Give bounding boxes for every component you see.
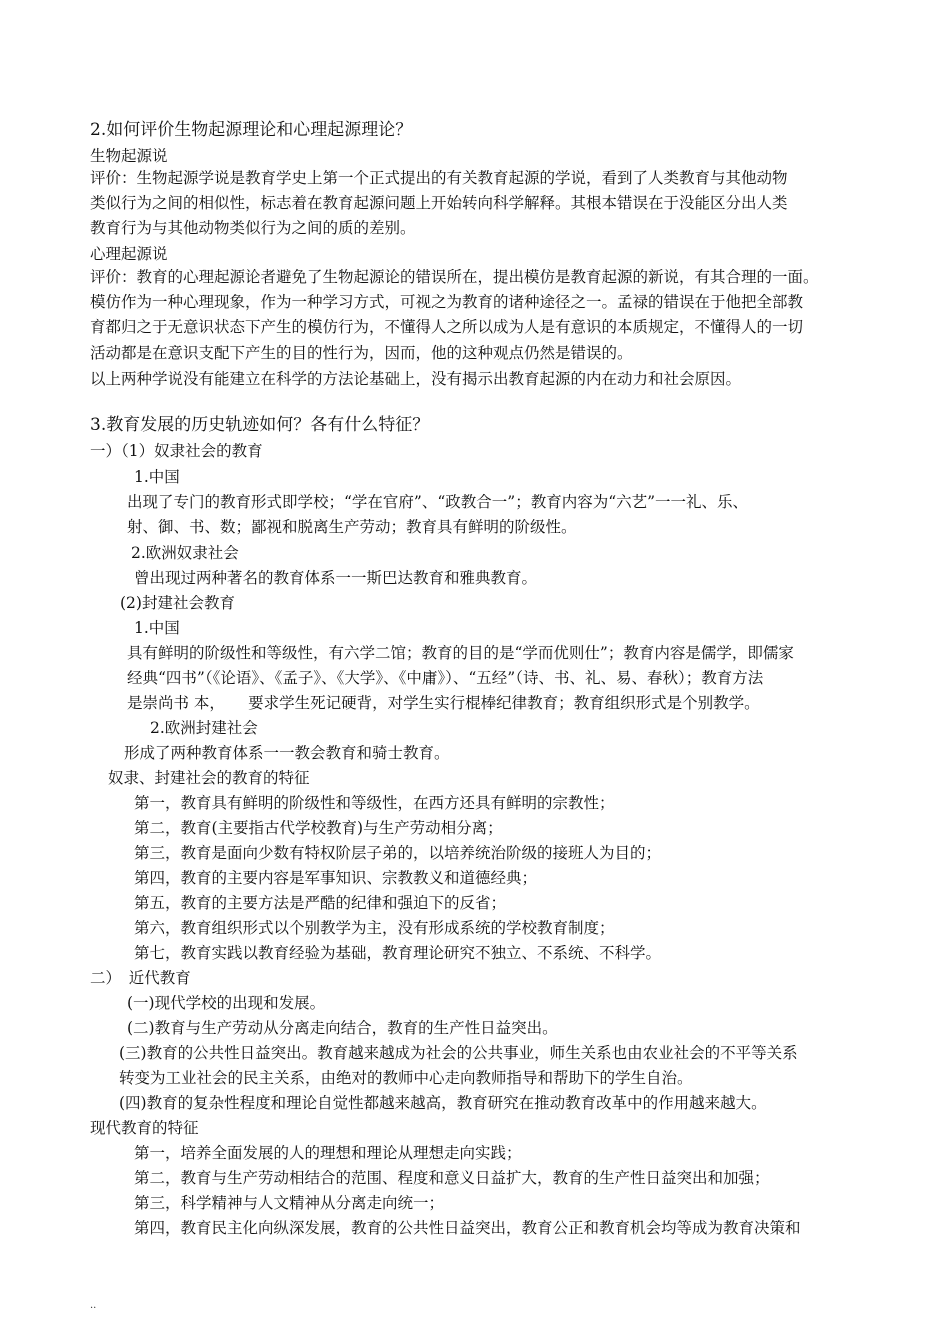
text-line: 奴隶、封建社会的教育的特征	[108, 769, 310, 787]
text-line: 现代教育的特征	[90, 1119, 199, 1137]
text-line: 第二，教育与生产劳动相结合的范围、程度和意义日益扩大，教育的生产性日益突出和加强；	[134, 1169, 770, 1187]
text-line: 第七，教育实践以教育经验为基础，教育理论研究不独立、不系统、不科学。	[134, 944, 662, 962]
text-line: (二)教育与生产劳动从分离走向结合，教育的生产性日益突出。	[127, 1019, 558, 1037]
text-line: 第五，教育的主要方法是严酷的纪律和强迫下的反省；	[134, 894, 507, 912]
text-line: 第四，教育的主要内容是军事知识、宗教教义和道德经典；	[134, 869, 538, 887]
text-line: 第六，教育组织形式以个别教学为主，没有形成系统的学校教育制度；	[134, 919, 615, 937]
page-footer-mark: ..	[90, 1300, 97, 1311]
text-line: 2.欧洲封建社会	[150, 719, 258, 737]
text-line: 经典“四书”（《论语》、《孟子》、《大学》、《中庸》）、“五经”（诗、书、礼、易、春秋）；教育方法	[127, 669, 764, 687]
text-line: 第三，科学精神与人文精神从分离走向统一；	[134, 1194, 445, 1212]
text-line: 二） 近代教育	[90, 969, 191, 987]
text-line: (2)封建社会教育	[120, 594, 235, 612]
text-line: (一)现代学校的出现和发展。	[127, 994, 326, 1012]
text-line: 第一，培养全面发展的人的理想和理论从理想走向实践；	[134, 1144, 522, 1162]
text-line: 射、御、书、数；鄙视和脱离生产劳动；教育具有鲜明的阶级性。	[127, 518, 577, 536]
text-line: 第一，教育具有鲜明的阶级性和等级性，在西方还具有鲜明的宗教性；	[134, 794, 615, 812]
text-line: 第三，教育是面向少数有特权阶层子弟的，以培养统治阶级的接班人为目的；	[134, 844, 662, 862]
text-line: 1.中国	[134, 619, 180, 637]
text-line: 是崇尚书 本， 要求学生死记硬背，对学生实行棍棒纪律教育；教育组织形式是个别教学。	[127, 694, 760, 712]
text-line: 具有鲜明的阶级性和等级性，有六学二馆；教育的目的是“学而优则仕”；教育内容是儒学，即儒家	[127, 644, 794, 662]
section-heading: 2.如何评价生物起源理论和心理起源理论？	[90, 120, 413, 140]
text-line: 出现了专门的教育形式即学校；“学在官府”、“政教合一”；教育内容为“六艺”一一礼、乐、	[127, 493, 749, 511]
text-line: 评价：生物起源学说是教育学史上第一个正式提出的有关教育起源的学说，看到了人类教育与其他动物	[90, 169, 788, 187]
text-line: 转变为工业社会的民主关系，由绝对的教师中心走向教师指导和帮助下的学生自治。	[119, 1069, 693, 1087]
text-line: 形成了两种教育体系一一教会教育和骑士教育。	[124, 744, 450, 762]
text-line: 教育行为与其他动物类似行为之间的质的差别。	[90, 219, 416, 237]
text-line: 曾出现过两种著名的教育体系一一斯巴达教育和雅典教育。	[134, 569, 538, 587]
text-line: (三)教育的公共性日益突出。教育越来越成为社会的公共事业，师生关系也由农业社会的不平等关系	[119, 1044, 798, 1062]
text-line: 以上两种学说没有能建立在科学的方法论基础上，没有揭示出教育起源的内在动力和社会原因。	[90, 370, 742, 388]
text-line: 类似行为之间的相似性，标志着在教育起源问题上开始转向科学解释。其根本错误在于没能区分出人类	[90, 194, 788, 212]
text-line: (四)教育的复杂性程度和理论自觉性都越来越高，教育研究在推动教育改革中的作用越来越大。	[119, 1094, 767, 1112]
text-line: 2.欧洲奴隶社会	[131, 544, 239, 562]
text-line: 1.中国	[134, 468, 180, 486]
section-heading: 3.教育发展的历史轨迹如何？各有什么特征？	[90, 415, 430, 435]
text-line: 第四，教育民主化向纵深发展，教育的公共性日益突出，教育公正和教育机会均等成为教育决策和	[134, 1219, 801, 1237]
text-line: 育都归之于无意识状态下产生的模仿行为，不懂得人之所以成为人是有意识的本质规定，不懂得人的一切	[90, 318, 804, 336]
text-line: 活动都是在意识支配下产生的目的性行为，因而，他的这种观点仍然是错误的。	[90, 344, 633, 362]
text-line: 生物起源说	[90, 147, 168, 165]
text-line: 心理起源说	[90, 245, 168, 263]
text-line: 模仿作为一种心理现象，作为一种学习方式，可视之为教育的诸种途径之一。孟禄的错误在于他把全部教	[90, 293, 804, 311]
text-line: 第二，教育(主要指古代学校教育)与生产劳动相分离；	[134, 819, 503, 837]
text-line: 一）（1）奴隶社会的教育	[90, 442, 263, 460]
text-line: 评价：教育的心理起源论者避免了生物起源论的错误所在，提出模仿是教育起源的新说，有其合理的一面。	[90, 268, 819, 286]
